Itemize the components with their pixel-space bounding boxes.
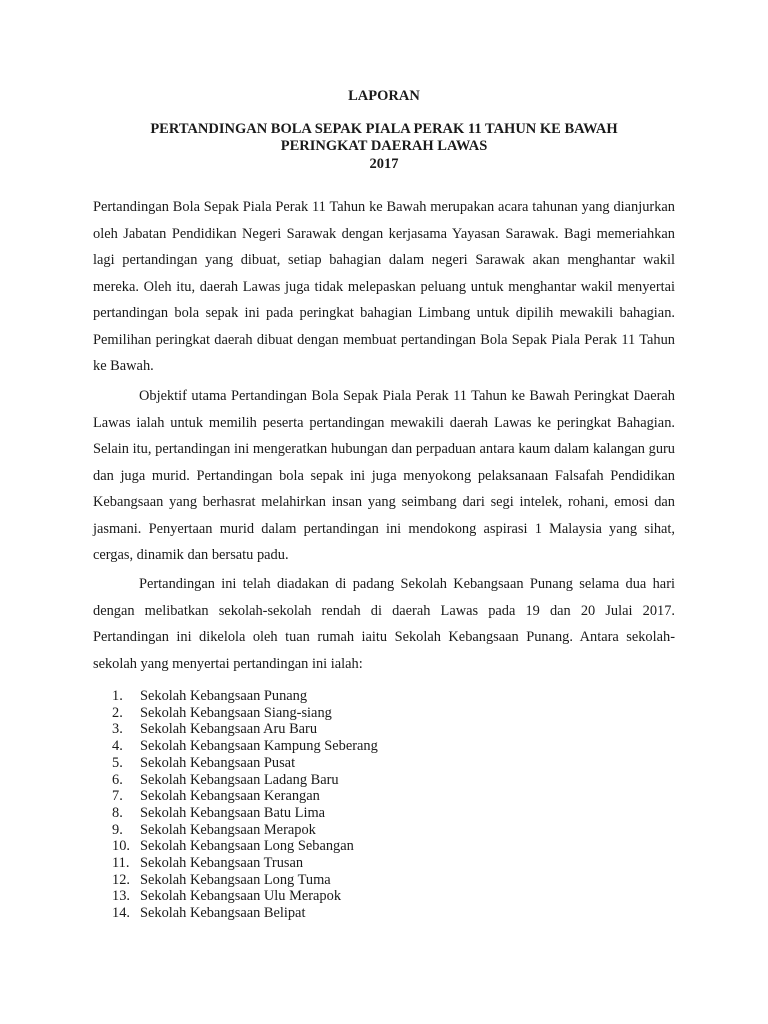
list-item-school-name: Sekolah Kebangsaan Kampung Seberang	[140, 738, 378, 755]
list-item-school-name: Sekolah Kebangsaan Long Sebangan	[140, 838, 354, 855]
list-item-number: 5.	[112, 754, 123, 771]
list-item	[112, 755, 378, 772]
paragraph-introduction: Pertandingan Bola Sepak Piala Perak 11 Tahun ke Bawah merupakan acara tahunan yang dianjurkan oleh Jabatan Pendidikan Negeri Sarawak dengan kerjasama Yayasan Sarawak. Bagi memeriahkan lagi pertandingan yang dibuat, setiap bahagian dalam negeri Sarawak akan menghantar wakil mereka. Oleh itu, daerah Lawas juga tidak melepaskan peluang untuk menghantar wakil menyertai pertandingan bola sepak ini pada peringkat bahagian Limbang untuk dipilih mewakili bahagian. Pemilihan peringkat daerah dibuat dengan membuat pertandingan Bola Sepak Piala Perak 11 Tahun ke Bawah.	[93, 199, 675, 374]
list-item-school-name: Sekolah Kebangsaan Punang	[140, 688, 308, 704]
list-item-number: 8.	[112, 804, 123, 821]
list-item-number: 9.	[112, 821, 123, 838]
list-item-school-name: Sekolah Kebangsaan Merapok	[140, 821, 316, 838]
list-item-number: 6.	[112, 771, 123, 788]
paragraph-event-details: Pertandingan ini telah diadakan di padang Sekolah Kebangsaan Punang selama dua hari dengan melibatkan sekolah-sekolah rendah di daerah Lawas pada 19 dan 20 Julai 2017. Pertandingan ini dikelola oleh tuan rumah iaitu Sekolah Kebangsaan Punang. Antara sekolah-sekolah yang menyertai pertandingan ini ialah:	[93, 576, 675, 672]
paragraph-objective: Objektif utama Pertandingan Bola Sepak Piala Perak 11 Tahun ke Bawah Peringkat Daerah Lawas ialah untuk memilih peserta pertandingan mewakili daerah Lawas ke peringkat Bahagian. Selain itu, pertandingan ini mengeratkan hubungan dan perpaduan antara kaum dalam kalangan guru dan juga murid. Pertandingan bola sepak ini juga menyokong pelaksanaan Falsafah Pendidikan Kebangsaan yang berhasrat melahirkan insan yang seimbang dari segi intelek, rohani, emosi dan jasmani. Penyertaan murid dalam pertandingan ini mendokong aspirasi 1 Malaysia yang sihat, cergas, dinamik dan bersatu padu.	[93, 388, 675, 563]
list-item-number: 14.	[112, 905, 130, 922]
list-item-number: 10.	[112, 838, 130, 855]
list-item	[112, 872, 378, 889]
document-title-line-1: PERTANDINGAN BOLA SEPAK PIALA PERAK 11 TAHUN KE BAWAH	[150, 121, 618, 137]
list-item	[112, 772, 378, 789]
list-item	[112, 788, 378, 805]
list-item-number: 1.	[112, 688, 123, 704]
list-item-school-name: Sekolah Kebangsaan Kerangan	[140, 788, 320, 805]
list-item-number: 7.	[112, 788, 123, 805]
document-heading: LAPORAN	[348, 88, 420, 104]
list-item-school-name: Sekolah Kebangsaan Long Tuma	[140, 871, 331, 888]
list-item	[112, 721, 378, 738]
list-item-school-name: Sekolah Kebangsaan Trusan	[140, 855, 304, 872]
list-item-school-name: Sekolah Kebangsaan Pusat	[140, 754, 296, 771]
list-item	[112, 888, 378, 905]
document-year: 2017	[369, 156, 399, 172]
list-item	[112, 688, 378, 705]
list-item-number: 12.	[112, 871, 130, 888]
list-item-number: 3.	[112, 721, 123, 738]
list-item-school-name: Sekolah Kebangsaan Ulu Merapok	[140, 888, 342, 905]
list-item	[112, 905, 378, 922]
list-item-number: 13.	[112, 888, 130, 905]
list-item-school-name: Sekolah Kebangsaan Aru Baru	[140, 721, 318, 738]
list-item-number: 11.	[112, 855, 130, 872]
document-title-line-2: PERINGKAT DAERAH LAWAS	[280, 138, 488, 154]
list-item-school-name: Sekolah Kebangsaan Batu Lima	[140, 804, 326, 821]
list-item	[112, 705, 378, 722]
list-item	[112, 822, 378, 839]
list-item-school-name: Sekolah Kebangsaan Siang-siang	[140, 704, 332, 721]
school-list	[112, 688, 378, 922]
list-item	[112, 838, 378, 855]
list-item	[112, 738, 378, 755]
list-item-school-name: Sekolah Kebangsaan Ladang Baru	[140, 771, 339, 788]
list-item	[112, 855, 378, 872]
list-item-number: 4.	[112, 738, 123, 755]
list-item	[112, 805, 378, 822]
list-item-number: 2.	[112, 704, 123, 721]
list-item-school-name: Sekolah Kebangsaan Belipat	[140, 905, 306, 922]
